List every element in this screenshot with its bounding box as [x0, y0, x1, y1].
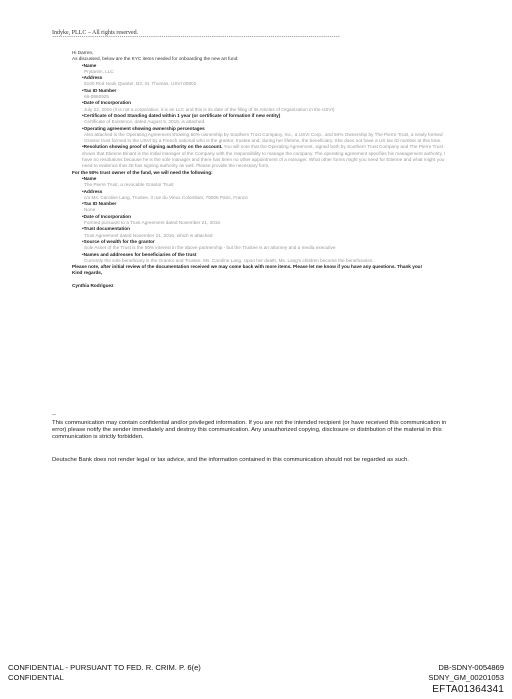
fund-good-standing-value: Certificate of Existence, dated August 5, 2016, is attached.	[84, 119, 206, 125]
efta-number: EFTA01364341	[432, 684, 504, 695]
trust-doi-label: •Date of Incorporation	[82, 213, 132, 219]
signature: Cynthia Rodriguez	[72, 282, 114, 288]
bank-notice: Deutsche Bank does not render legal or tax advice, and the information contained in this communication should not be regarded as such.	[52, 457, 409, 463]
trust-beneficiaries-value: Currently the sole beneficiary is the Grantor and Trustee, Ms. Caroline Lang. Upon her death, Ms. Lang's children become the beneficiaries.	[84, 257, 374, 263]
greeting: Hi Darren,	[72, 50, 94, 55]
closing-note: Please note, after initial review of the documentation received we may come back with more items. Please let me know if you have any questions. Thank you!	[72, 264, 423, 270]
footer-confidential: CONFIDENTIAL	[8, 672, 64, 682]
fund-name-label: •Name	[82, 62, 97, 68]
email-body	[72, 50, 452, 289]
footer-right	[428, 663, 504, 682]
fund-doi-label: •Date of Incorporation	[82, 100, 132, 106]
bates-db-sdny: DB-SDNY-0054869	[438, 663, 504, 672]
fund-operating-value: Also attached is the Operating Agreement showing 50% ownership by Southern Trust Company, Inc., a USVI Corp., and 50% Ownership by The Pierre Trust, a newly formed Grantor trust formed in the USVI by a French national who is the grantor, trustee and, during her lifetime, the beneficiary. She does not have a US tax ID number at this time.	[84, 131, 443, 144]
trust-docs-value: Trust Agreement dated November 21, 2016, which is attached	[84, 232, 213, 238]
trust-name-value: The Pierre Trust, a revocable Grantor Trust	[84, 182, 174, 188]
fund-doi-value: July 22, 2016 (it is not a corporation, it is an LLC and this is its date of the filing of its Articles of Organization in the USVI)	[84, 106, 335, 112]
copyright-header: Indyke, PLLC – All rights reserved.	[52, 30, 139, 36]
regards: Kind regards,	[72, 270, 103, 276]
fund-taxid-value: 66-0860925	[84, 94, 110, 100]
trust-taxid-label: •Tax ID Number	[82, 201, 117, 207]
trust-docs-label: •Trust documentation	[82, 226, 130, 232]
disclaimer-dash: --	[52, 412, 56, 418]
trust-address-label: •Address	[82, 188, 103, 194]
trust-wealth-value: Sole Asset of the Trust is the 50% interest in the above partnership - but the Trustee is an attorney and a media executive	[84, 245, 336, 251]
trust-doi-value: Formed pursuant to a Trust Agreement dated November 21, 2016	[84, 220, 221, 226]
footer-confidential-rule: CONFIDENTIAL - PURSUANT TO FED. R. CRIM. P. 6(e)	[8, 663, 201, 672]
separator-line: *****************************************************************************************************************************************	[52, 36, 340, 40]
bates-sdny-gm: SDNY_GM_00201053	[428, 672, 504, 682]
fund-address-value: 6100 Red Hook Quarter, B3, St. Thomas, USVI 00802	[84, 81, 197, 87]
fund-resolution-item	[72, 144, 452, 169]
confidential-notice: This communication may contain confidential and/or privileged information. If you are not the intended recipient (or have received this communication in error) please notify the sender immediately and destroy this communication. Any unauthorized copying, disclosure or distribution of the material in this communication is strictly forbidden.	[52, 420, 447, 441]
trust-intro: For the 50% trust owner of the fund, we will need the following:	[72, 169, 213, 175]
fund-operating-label: •Operating agreement showing ownership percentages	[82, 125, 205, 131]
trust-name-label: •Name	[82, 175, 97, 181]
intro: As discussed, below are the KYC items needed for onboarding the new art fund:	[72, 56, 239, 62]
fund-resolution-label: •Resolution showing proof of signing authority on the account.	[82, 144, 223, 150]
fund-good-standing-label: •Certificate of Good Standing dated within 1 year (or certificate of formation if new entity)	[82, 112, 281, 118]
fund-taxid-label: •Tax ID Number	[82, 87, 117, 93]
fund-name-value: Prytanim, LLC	[84, 68, 114, 74]
fund-address-label: •Address	[82, 75, 103, 81]
fund-resolution-value: You will note that the Operating Agreement, signed both by Southern Trust Company and The Pierre Trust shows that Etienne Binant is the initial manager of the Company with the responsibility to manage the company. The operating agreement specifies his management authority. I have no resolutions because he is the sole manager and there has been no other appointment of a manager. What other forms might you need for Etienne and what might you need to evidence that JE has signing authority as well. Please provide the necessary form.	[82, 144, 446, 169]
footer-left	[8, 663, 201, 682]
trust-beneficiaries-label: •Names and addresses for beneficiaries of the trust	[82, 251, 197, 257]
trust-wealth-label: •Source of wealth for the grantor	[82, 238, 155, 244]
trust-address-value: c/o Ms. Caroline Lang, Trustee, 3 rue du Vieux Colombier, 75006 Paris, France	[84, 194, 248, 200]
trust-taxid-value: None	[84, 207, 96, 213]
